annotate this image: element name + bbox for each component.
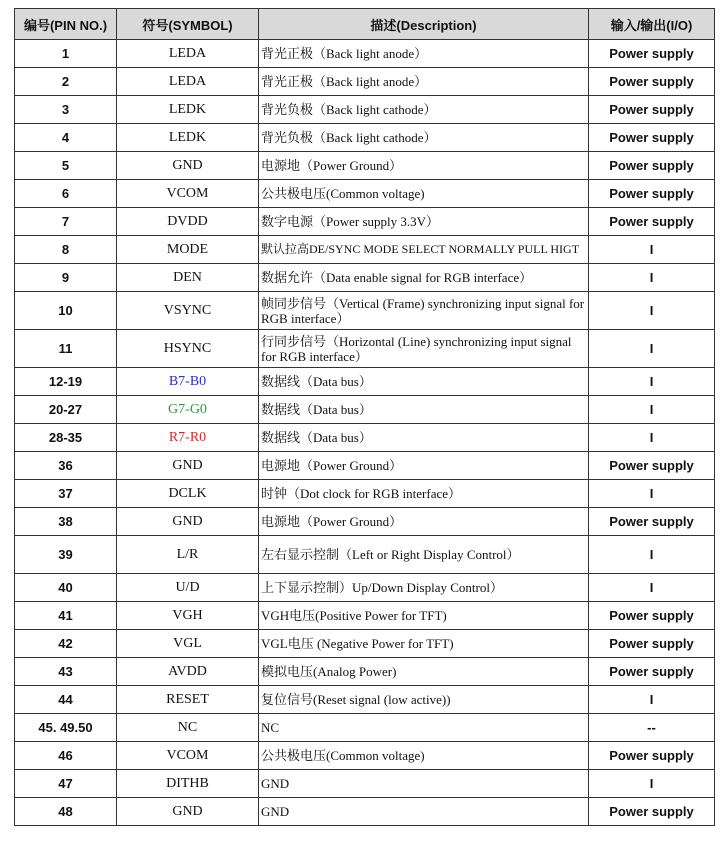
pin-symbol: LEDA — [117, 40, 259, 68]
table-row — [15, 770, 715, 798]
pin-number: 40 — [15, 574, 117, 602]
pin-number: 36 — [15, 452, 117, 480]
pin-io-type: Power supply — [589, 742, 715, 770]
pin-io-type: -- — [589, 714, 715, 742]
pin-number: 39 — [15, 536, 117, 574]
pin-number: 12-19 — [15, 368, 117, 396]
pin-symbol: AVDD — [117, 658, 259, 686]
pin-io-type: Power supply — [589, 152, 715, 180]
table-row — [15, 208, 715, 236]
pin-description: VGH电压(Positive Power for TFT) — [259, 602, 589, 630]
table-row — [15, 508, 715, 536]
table-row — [15, 180, 715, 208]
pin-number: 44 — [15, 686, 117, 714]
table-row — [15, 40, 715, 68]
pin-number: 1 — [15, 40, 117, 68]
pin-symbol: GND — [117, 452, 259, 480]
pin-io-type: Power supply — [589, 68, 715, 96]
pin-description: GND — [259, 798, 589, 826]
pin-description: 背光正极（Back light anode） — [259, 68, 589, 96]
table-row — [15, 714, 715, 742]
table-row — [15, 602, 715, 630]
pin-description: 上下显示控制）Up/Down Display Control） — [259, 574, 589, 602]
pin-description: 背光负极（Back light cathode） — [259, 124, 589, 152]
pin-description: 数据允许（Data enable signal for RGB interface） — [259, 264, 589, 292]
pin-number: 20-27 — [15, 396, 117, 424]
pin-description: 数据线（Data bus） — [259, 368, 589, 396]
table-row — [15, 658, 715, 686]
header-row — [15, 9, 715, 40]
pin-description: 模拟电压(Analog Power) — [259, 658, 589, 686]
pin-symbol: VGL — [117, 630, 259, 658]
header-pin-no: 编号(PIN NO.) — [15, 9, 117, 40]
pin-number: 47 — [15, 770, 117, 798]
pin-symbol: GND — [117, 152, 259, 180]
pin-symbol: LEDA — [117, 68, 259, 96]
pin-number: 9 — [15, 264, 117, 292]
pin-symbol: GND — [117, 798, 259, 826]
pin-symbol: NC — [117, 714, 259, 742]
pin-number: 7 — [15, 208, 117, 236]
pin-number: 43 — [15, 658, 117, 686]
pin-description: 数据线（Data bus） — [259, 396, 589, 424]
pin-io-type: I — [589, 574, 715, 602]
table-row — [15, 68, 715, 96]
pin-number: 3 — [15, 96, 117, 124]
pin-symbol: MODE — [117, 236, 259, 264]
pin-description: 左右显示控制（Left or Right Display Control） — [259, 536, 589, 574]
pin-symbol: L/R — [117, 536, 259, 574]
pin-number: 10 — [15, 292, 117, 330]
pin-number: 2 — [15, 68, 117, 96]
pin-description: 公共极电压(Common voltage) — [259, 180, 589, 208]
table-row — [15, 536, 715, 574]
pin-io-type: Power supply — [589, 124, 715, 152]
table-row — [15, 630, 715, 658]
table-row — [15, 424, 715, 452]
pin-symbol: LEDK — [117, 124, 259, 152]
table-row — [15, 742, 715, 770]
pin-io-type: I — [589, 236, 715, 264]
table-row — [15, 330, 715, 368]
header-io: 输入/输出(I/O) — [589, 9, 715, 40]
pin-symbol: DEN — [117, 264, 259, 292]
pin-description: NC — [259, 714, 589, 742]
pin-symbol: U/D — [117, 574, 259, 602]
pin-io-type: Power supply — [589, 630, 715, 658]
pin-description: 背光正极（Back light anode） — [259, 40, 589, 68]
pin-io-type: Power supply — [589, 180, 715, 208]
pin-number: 4 — [15, 124, 117, 152]
pin-io-type: I — [589, 264, 715, 292]
pin-number: 8 — [15, 236, 117, 264]
table-row — [15, 96, 715, 124]
pin-io-type: Power supply — [589, 208, 715, 236]
pin-symbol: DCLK — [117, 480, 259, 508]
pin-io-type: Power supply — [589, 798, 715, 826]
pin-description: 数据线（Data bus） — [259, 424, 589, 452]
pin-symbol: LEDK — [117, 96, 259, 124]
pin-description: 背光负极（Back light cathode） — [259, 96, 589, 124]
pin-io-type: Power supply — [589, 508, 715, 536]
pin-description: 电源地（Power Ground） — [259, 508, 589, 536]
pin-symbol: VCOM — [117, 742, 259, 770]
pin-number: 46 — [15, 742, 117, 770]
pin-description: 行同步信号（Horizontal (Line) synchronizing input signal for RGB interface） — [259, 330, 589, 368]
pin-description: GND — [259, 770, 589, 798]
pin-number: 48 — [15, 798, 117, 826]
pin-description: 数字电源（Power supply 3.3V） — [259, 208, 589, 236]
pin-number: 28-35 — [15, 424, 117, 452]
pin-description: 电源地（Power Ground） — [259, 452, 589, 480]
table-row — [15, 798, 715, 826]
pin-description: 电源地（Power Ground） — [259, 152, 589, 180]
pin-symbol: HSYNC — [117, 330, 259, 368]
pin-description: 复位信号(Reset signal (low active)) — [259, 686, 589, 714]
table-row — [15, 368, 715, 396]
pin-io-type: I — [589, 536, 715, 574]
table-row — [15, 152, 715, 180]
pin-symbol: VGH — [117, 602, 259, 630]
pin-symbol: B7-B0 — [117, 368, 259, 396]
pin-number: 42 — [15, 630, 117, 658]
table-row — [15, 574, 715, 602]
pin-number: 37 — [15, 480, 117, 508]
header-symbol: 符号(SYMBOL) — [117, 9, 259, 40]
pin-description: 帧同步信号（Vertical (Frame) synchronizing input signal for RGB interface） — [259, 292, 589, 330]
pin-io-type: I — [589, 770, 715, 798]
table-row — [15, 264, 715, 292]
pin-symbol: DVDD — [117, 208, 259, 236]
pin-io-type: I — [589, 480, 715, 508]
pin-io-type: Power supply — [589, 96, 715, 124]
pin-number: 38 — [15, 508, 117, 536]
pin-io-type: Power supply — [589, 452, 715, 480]
pin-io-type: I — [589, 396, 715, 424]
pin-io-type: I — [589, 292, 715, 330]
pin-io-type: I — [589, 330, 715, 368]
pin-definition-table — [14, 8, 715, 826]
pin-io-type: I — [589, 686, 715, 714]
pin-io-type: I — [589, 424, 715, 452]
table-row — [15, 686, 715, 714]
pin-number: 41 — [15, 602, 117, 630]
pin-description: VGL电压 (Negative Power for TFT) — [259, 630, 589, 658]
pin-symbol: DITHB — [117, 770, 259, 798]
pin-io-type: Power supply — [589, 658, 715, 686]
pin-symbol: RESET — [117, 686, 259, 714]
pin-description: 默认拉高DE/SYNC MODE SELECT NORMALLY PULL HIGT — [259, 236, 589, 264]
pin-io-type: Power supply — [589, 602, 715, 630]
pin-number: 45. 49.50 — [15, 714, 117, 742]
pin-io-type: Power supply — [589, 40, 715, 68]
pin-symbol: VCOM — [117, 180, 259, 208]
pin-symbol: G7-G0 — [117, 396, 259, 424]
pin-symbol: GND — [117, 508, 259, 536]
pin-number: 6 — [15, 180, 117, 208]
table-row — [15, 480, 715, 508]
table-row — [15, 236, 715, 264]
pin-number: 5 — [15, 152, 117, 180]
pin-io-type: I — [589, 368, 715, 396]
pin-description: 时钟（Dot clock for RGB interface） — [259, 480, 589, 508]
table-row — [15, 452, 715, 480]
header-description: 描述(Description) — [259, 9, 589, 40]
pin-number: 11 — [15, 330, 117, 368]
pin-symbol: R7-R0 — [117, 424, 259, 452]
table-row — [15, 124, 715, 152]
table-row — [15, 292, 715, 330]
pin-description: 公共极电压(Common voltage) — [259, 742, 589, 770]
table-row — [15, 396, 715, 424]
pin-symbol: VSYNC — [117, 292, 259, 330]
